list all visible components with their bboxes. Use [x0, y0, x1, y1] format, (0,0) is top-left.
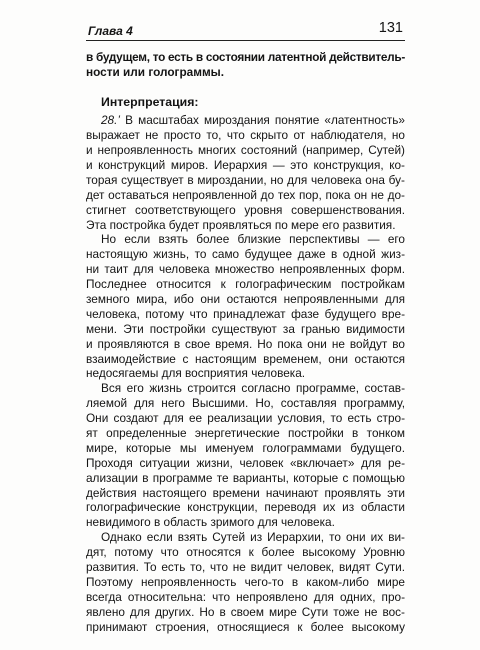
text-line	[86, 545, 405, 560]
text-line	[86, 575, 405, 590]
line-text: Поэтому непроявленность чего-то в каком-либо мире	[86, 574, 405, 589]
line-text: Однако если взять Сутей из Иерархии, то они их ви-	[101, 530, 405, 545]
running-header	[86, 20, 405, 38]
line-text: ляемой для него Высшими. Но, составляя программу,	[86, 396, 405, 411]
text-line	[86, 590, 405, 605]
line-text: мире, которые мы именуем голограммами будущего.	[86, 440, 405, 455]
line-text: недосягаемы для восприятия человека.	[86, 366, 306, 381]
line-text: мени. Эти постройки существуют за гранью видимости	[86, 321, 405, 336]
text-line	[86, 203, 405, 218]
text-line	[86, 426, 405, 441]
line-text: ят определенные энергетические постройки в тонком	[86, 425, 405, 440]
paragraph	[86, 232, 405, 381]
text-line	[86, 441, 405, 456]
line-text: В масштабах мироздания понятие «латентность»	[125, 113, 405, 128]
paragraph	[86, 381, 405, 530]
line-text: выражает не просто то, что скрыто от наблюдателя, но	[86, 128, 405, 143]
text-line	[101, 381, 405, 396]
continued-paragraph	[86, 50, 405, 80]
text-line	[86, 471, 405, 486]
line-text: Они создают для ее реализации условия, то есть стро-	[86, 411, 405, 426]
text-line	[86, 411, 405, 426]
line-text: торая существует в мироздании, но для человека она бу-	[86, 172, 405, 187]
text-line	[86, 322, 405, 337]
line-text: человека, потому что принадлежат фазе будущего вре-	[86, 306, 405, 321]
paragraph	[86, 530, 405, 634]
line-text: Проходя ситуации жизни, человек «включает» для ре-	[86, 455, 405, 470]
line-text: Но если взять более близкие перспективы — его	[101, 232, 405, 247]
text-line	[86, 292, 405, 307]
text-line	[101, 530, 405, 545]
text-line	[86, 158, 405, 173]
text-line	[86, 515, 405, 530]
text-line	[86, 366, 405, 381]
line-text: настоящую жизнь, то само будущее даже в одной жиз-	[86, 247, 405, 262]
text-line	[86, 65, 405, 80]
text-line	[86, 620, 405, 635]
section-heading	[101, 95, 405, 110]
paragraph	[86, 113, 405, 232]
line-text: всегда относительна: что непроявлено для одних, про-	[86, 589, 405, 604]
line-text: ализации в программе те варианты, которые с помощью	[86, 470, 405, 485]
text-line	[86, 337, 405, 352]
page-body	[86, 50, 405, 634]
page-number: 131	[378, 20, 403, 36]
text-line	[86, 456, 405, 471]
line-text: стигнет соответствующего уровня совершенствования.	[86, 202, 405, 217]
line-text: действия настоящего времени начинают проявлять эти	[86, 485, 405, 500]
text-line	[86, 605, 405, 620]
text-line	[101, 232, 405, 247]
line-text: дят, потому что относятся к более высокому Уровню	[86, 545, 405, 560]
line-text: взаимодействие с настоящим временем, они остаются	[86, 351, 405, 366]
header-rule	[86, 40, 405, 41]
text-line	[86, 188, 405, 203]
section-heading-text: Интерпретация:	[101, 94, 199, 109]
line-text: земного мира, ибо они остаются непроявленными для	[86, 291, 405, 306]
line-text: и непроявленность многих состояний (например, Сутей)	[86, 143, 405, 158]
text-line	[86, 262, 405, 277]
line-text: в будущем, то есть в состоянии латентной действитель-	[86, 50, 405, 64]
text-line	[86, 218, 405, 233]
text-line	[86, 486, 405, 501]
line-text: невидимого в область зримого для человека.	[86, 515, 335, 530]
line-text: и проявляются в свое время. Но пока они не войдут во	[86, 336, 405, 351]
text-line	[86, 173, 405, 188]
text-line	[86, 143, 405, 158]
line-text: Последнее относится к голографическим постройкам	[86, 277, 405, 292]
paragraph-number: 28.’	[101, 113, 121, 128]
text-line	[101, 113, 405, 128]
text-line	[86, 352, 405, 367]
text-line	[86, 247, 405, 262]
line-text: развития. То есть то, что не видит человек, видят Сути.	[86, 559, 405, 574]
line-text: явлено для других. Но в своем мире Сути тоже не вос-	[86, 604, 405, 619]
text-line	[86, 500, 405, 515]
line-text: принимают строения, относящиеся к более высокому	[86, 619, 405, 634]
text-line	[86, 396, 405, 411]
text-line	[86, 128, 405, 143]
line-text: Эта постройка будет проявляться по мере его развития.	[86, 217, 396, 232]
line-text: Вся его жизнь строится согласно программе, состав-	[101, 381, 405, 396]
text-line	[86, 50, 405, 65]
line-text: дет оставаться непроявленной до тех пор, пока он не до-	[86, 187, 405, 202]
line-text: ни таит для человека множество непроявленных форм.	[86, 262, 405, 277]
text-line	[86, 307, 405, 322]
text-line	[86, 277, 405, 292]
line-text: голографические конструкции, переводя их из области	[86, 500, 405, 515]
text-line	[86, 560, 405, 575]
line-text: и конструкций миров. Иерархия — это конструкция, ко-	[86, 157, 405, 172]
chapter-title: Глава 4	[88, 24, 133, 38]
line-text: ности или голограммы.	[86, 64, 225, 79]
